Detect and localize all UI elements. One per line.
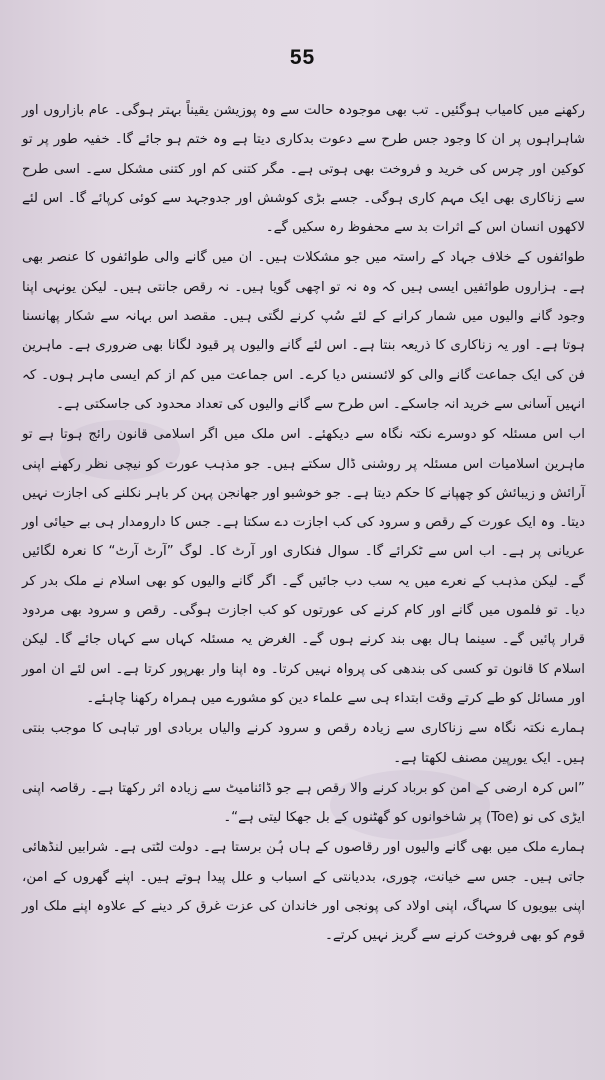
quotation: ”اس کرہ ارضی کے امن کو برباد کرنے والا رقص ہے جو ڈائنامیٹ سے زیادہ اثر رکھتا ہے۔ رقاصہ اپنی ایڑی کی نو (Toe) پر شاخوانوں کو گھٹنوں کے بل جھکا لیتی ہے“۔: [22, 780, 585, 826]
paragraph-3: اب اس مسئلہ کو دوسرے نکتہ نگاہ سے دیکھئے۔ اس ملک میں اگر اسلامی قانون رائج ہوتا ہے تو ماہرین اسلامیات اس مسئلہ پر روشنی ڈال سکتے ہیں۔ جو مذہب عورت کو نیچی نظر رکھنے اپنی آرائش و زیبائش کو چھپانے کا حکم دیتا ہے۔ جو خوشبو اور جھانجن پہن کر باہر نکلنے کی اجازت نہیں دیتا۔ وہ ایک عورت کے رقص و سرود کی کب اجازت دے سکتا ہے۔ جس کا دارومدار ہی بے حیائی اور عریانی پر ہے۔ اب اس سے ٹکرائے گا۔ سوال فنکاری اور آرٹ کا۔ لوگ ”آرٹ آرٹ“ کا نعرہ لگائیں گے۔ لیکن مذہب کے نعرے میں یہ سب دب جائیں گے۔ اگر گانے والیوں کو بھی اسلام نے ملک بدر کر دیا۔ تو فلموں میں گانے اور کام کرنے کی عورتوں کو کب اجازت ہوگی۔ رقص و سرود بھی مردود قرار پائیں گے۔ سینما ہال بھی بند کرنے ہوں گے۔ الغرض یہ مسئلہ کہاں سے کہاں جائے گا۔ لیکن اسلام کا قانون تو کسی کی بندھی کی پرواہ نہیں کرتا۔ وہ اپنا وار بھرپور کرتا ہے۔ اس لئے ان امور اور مسائل کو طے کرتے وقت ابتداء ہی سے علماء دین کو مشورے میں ہمراہ رکھنا چاہئے۔: [22, 427, 585, 706]
paragraph-1: رکھنے میں کامیاب ہوگئیں۔ تب بھی موجودہ حالت سے وہ پوزیشن یقیناً بہتر ہوگی۔ عام بازاروں اور شاہراہوں پر ان کا وجود جس طرح سے دعوت بدکاری دیتا ہے وہ ختم ہو جائے گا۔ خفیہ طور پر تو کوکین اور چرس کی خرید و فروخت بھی ہوتی ہے۔ مگر کتنی کم اور کتنی مشکل سے۔ اسی طرح سے زناکاری بھی ایک مہم کاری ہوگی۔ جسے بڑی کوشش اور جدوجہد سے کوئی کرپائے گا۔ اس لئے لاکھوں انسان اس کے اثرات بد سے محفوظ رہ سکیں گے۔: [22, 103, 585, 236]
page-number: 55: [289, 46, 316, 69]
page-text: [22, 96, 585, 951]
paragraph-5: ہمارے ملک میں بھی گانے والیوں اور رقاصوں کے ہاں ہُن برستا ہے۔ دولت لٹتی ہے۔ شرابیں لنڈھائی جاتی ہیں۔ جس سے خیانت، چوری، بددیانتی کے اسباب و علل پیدا ہوتے ہیں۔ اپنے گھروں کے امن، اپنی بیویوں کا سہاگ، اپنی اولاد کی پونجی اور خاندان کی عزت غرق کر دینے کے علاوہ اپنے ملک اور قوم کو بھی فروخت کرنے سے گریز نہیں کرتے۔: [22, 840, 585, 944]
paragraph-4: ہمارے نکتہ نگاہ سے زناکاری سے زیادہ رقص و سرود کرنے والیاں بربادی اور تباہی کا موجب بنتی ہیں۔ ایک یورپین مصنف لکھتا ہے۔: [22, 721, 585, 766]
paragraph-2: طوائفوں کے خلاف جہاد کے راستہ میں جو مشکلات ہیں۔ ان میں گانے والی طوائفوں کا عنصر بھی ہے۔ ہزاروں طوائفیں ایسی ہیں کہ وہ نہ تو اچھی گویا ہیں۔ نہ رقص جانتی ہیں۔ لیکن یونہی اپنا وجود گانے والیوں میں شمار کرانے کے لئے سُپ کرنے لگتی ہیں۔ مقصد اس بہانہ سے شکار پھانسنا ہوتا ہے۔ اور یہ زناکاری کا ذریعہ بنتا ہے۔ اس لئے گانے والیوں پر قیود لگانا بھی ضروری ہے۔ ماہرین فن کی ایک جماعت گانے والی کو لائسنس دیا کرے۔ اس جماعت میں کم از کم ایسی ماہر ہوں۔ کہ انہیں آسانی سے خرید انہ جاسکے۔ اس طرح سے گانے والیوں کی تعداد محدود کی جاسکتی ہے۔: [22, 250, 585, 412]
